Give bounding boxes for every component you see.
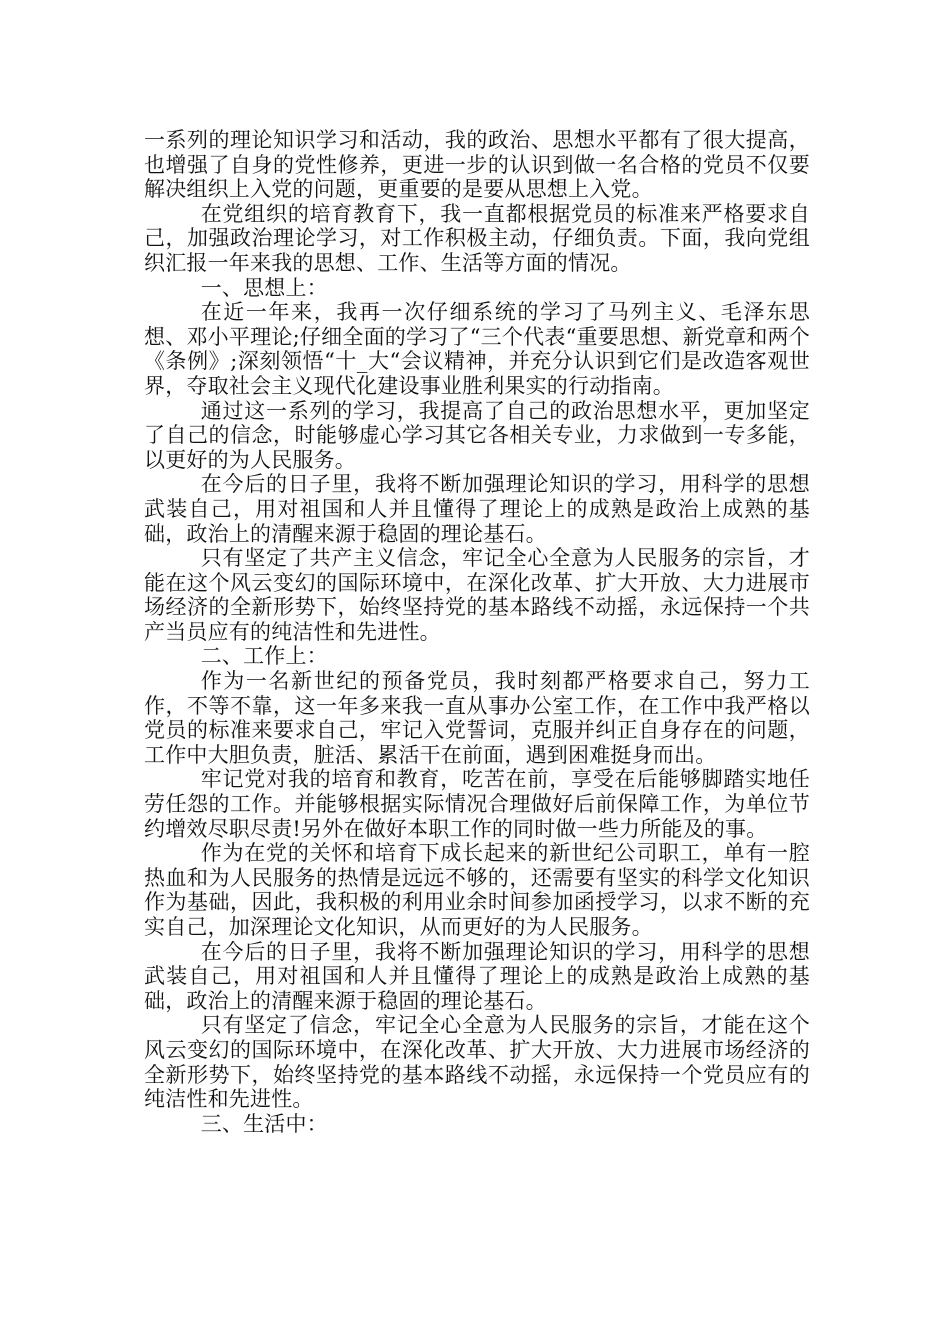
section-heading-work: 二、工作上： bbox=[200, 644, 328, 669]
paragraph-continued-intro: 一系列的理论知识学习和活动，我的政治、思想水平都有了很大提高，也增强了自身的党性修养，更进一步的认识到做一名合格的党员不仅要解决组织上入党的问题，更重要的是要从思想上入党。 bbox=[144, 128, 810, 202]
paragraph-future-study: 在今后的日子里，我将不断加强理论知识的学习，用科学的思想武装自己，用对祖国和人并且懂得了理论上的成熟是政治上成熟的基础，政治上的清醒来源于稳固的理论基石。 bbox=[144, 472, 810, 546]
paragraph-knowledge: 作为在党的关怀和培育下成长起来的新世纪公司职工，单有一腔热血和为人民服务的热情是远远不够的，还需要有坚实的科学文化知识作为基础，因此，我积极的利用业余时间参加函授学习，以求不断的充实自己，加深理论文化知识，从而更好的为人民服务。 bbox=[144, 841, 810, 939]
paragraph-work-duty: 作为一名新世纪的预备党员，我时刻都严格要求自己，努力工作，不等不靠，这一年多来我一直从事办公室工作，在工作中我严格以党员的标准来要求自己，牢记入党誓词，克服并纠正自身存在的问题，工作中大胆负责，脏活、累活干在前面，遇到困难挺身而出。 bbox=[144, 669, 810, 767]
paragraph-improvement: 通过这一系列的学习，我提高了自己的政治思想水平，更加坚定了自己的信念，时能够虚心学习其它各相关专业，力求做到一专多能，以更好的为人民服务。 bbox=[144, 398, 810, 472]
paragraph-future-study-repeat: 在今后的日子里，我将不断加强理论知识的学习，用科学的思想武装自己，用对祖国和人并且懂得了理论上的成熟是政治上成熟的基础，政治上的清醒来源于稳固的理论基石。 bbox=[144, 939, 810, 1013]
paragraph-education: 在党组织的培育教育下，我一直都根据党员的标准来严格要求自己，加强政治理论学习，对工作积极主动，仔细负责。下面，我向党组织汇报一年来我的思想、工作、生活等方面的情况。 bbox=[144, 201, 810, 275]
document-body bbox=[144, 128, 810, 1136]
paragraph-study: 在近一年来，我再一次仔细系统的学习了马列主义、毛泽东思想、邓小平理论;仔细全面的学习了“三个代表“重要思想、新党章和两个《条例》;深刻领悟“十_大“会议精神，并充分认识到它们是改造客观世界，夺取社会主义现代化建设事业胜利果实的行动指南。 bbox=[144, 300, 810, 398]
section-heading-life: 三、生活中： bbox=[200, 1111, 328, 1136]
paragraph-belief: 只有坚定了共产主义信念，牢记全心全意为人民服务的宗旨，才能在这个风云变幻的国际环境中，在深化改革、扩大开放、大力进展市场经济的全新形势下，始终坚持党的基本路线不动摇，永远保持一个共产当员应有的纯洁性和先进性。 bbox=[144, 546, 810, 644]
section-heading-thought: 一、思想上： bbox=[200, 275, 328, 300]
paragraph-belief-repeat: 只有坚定了信念，牢记全心全意为人民服务的宗旨，才能在这个风云变幻的国际环境中，在深化改革、扩大开放、大力进展市场经济的全新形势下，始终坚持党的基本路线不动摇，永远保持一个党员应有的纯洁性和先进性。 bbox=[144, 1013, 810, 1112]
paragraph-work-diligence: 牢记党对我的培育和教育，吃苦在前，享受在后能够脚踏实地任劳任怨的工作。并能够根据实际情况合理做好后前保障工作，为单位节约增效尽职尽责!另外在做好本职工作的同时做一些力所能及的事。 bbox=[144, 767, 810, 841]
